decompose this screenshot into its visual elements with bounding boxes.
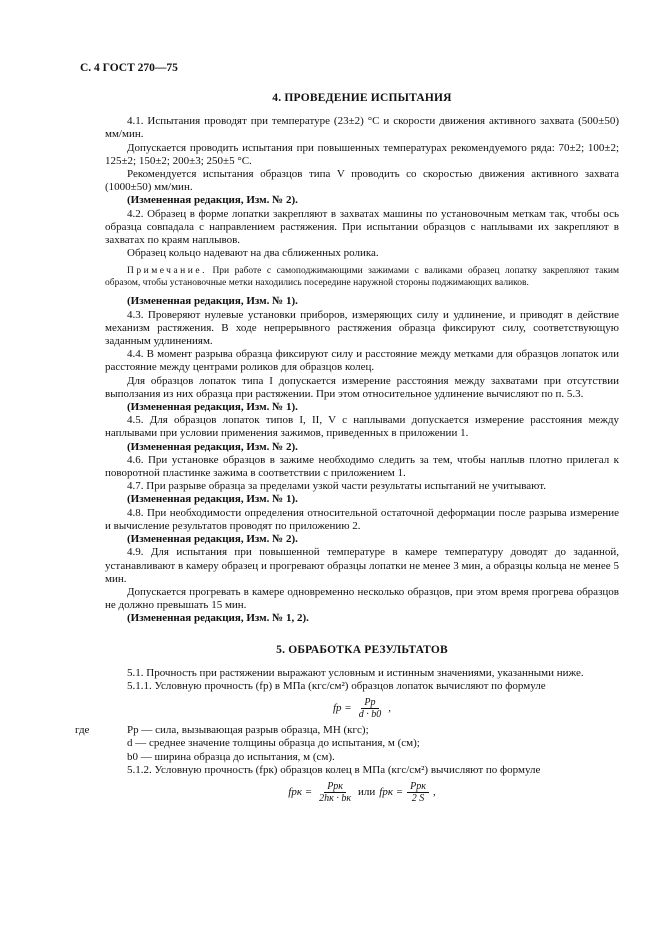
edition-note: (Измененная редакция, Изм. № 1). bbox=[127, 295, 298, 308]
fraction bbox=[407, 781, 429, 804]
note-text: При работе с самоподжимающими зажимами с валиками образец лопатку закрепляют таким образом, чтобы установочные метки находились посередине наружной стороны поджимающих валиков. bbox=[105, 266, 619, 288]
edition-note: (Измененная редакция, Изм. № 2). bbox=[127, 440, 298, 453]
where-row bbox=[105, 751, 619, 764]
note bbox=[105, 266, 619, 289]
paragraph: Рекомендуется испытания образцов типа V проводить со скоростью движения активного захвата (1000±50) мм/мин. bbox=[105, 168, 619, 194]
fraction bbox=[356, 697, 385, 720]
paragraph: 5.1.1. Условную прочность (fp) в МПа (кгс/см²) образцов лопаток вычисляют по формуле bbox=[127, 679, 546, 692]
numerator: Pрк bbox=[407, 781, 429, 793]
where-item: Pp — сила, вызывающая разрыв образца, МН (кгс); bbox=[127, 724, 369, 737]
paragraph: 4.1. Испытания проводят при температуре (23±2) °С и скорости движения активного захвата (500±50) мм/мин. bbox=[105, 115, 619, 141]
edition-note: (Измененная редакция, Изм. № 1). bbox=[127, 493, 298, 506]
page-header: С. 4 ГОСТ 270—75 bbox=[80, 62, 178, 74]
paragraph: Образец кольцо надевают на два сближенных ролика. bbox=[127, 247, 379, 260]
paragraph: 4.4. В момент разрыва образца фиксируют силу и расстояние между метками для образцов лопаток или расстояние между центрами роликов для образцов колец. bbox=[105, 348, 619, 374]
paragraph: 4.8. При необходимости определения относительной остаточной деформации после разрыва измерение и вычисление результатов проводят по приложению 2. bbox=[105, 506, 619, 532]
paragraph: 5.1. Прочность при растяжении выражают условным и истинным значениями, указанными ниже. bbox=[127, 666, 584, 679]
section-5-title: 5. ОБРАБОТКА РЕЗУЛЬТАТОВ bbox=[276, 643, 448, 656]
denominator: d · b0 bbox=[358, 709, 382, 721]
paragraph: 4.6. При установке образцов в зажиме необходимо следить за тем, чтобы наплыв плотно прилегал к поворотной пластинке зажима в соответствии с приложением 1. bbox=[105, 453, 619, 480]
formula-lhs: fpк = bbox=[288, 785, 313, 798]
paragraph: 4.2. Образец в форме лопатки закрепляют в захватах машины по установочным меткам так, чтобы ось образца совпадала с направлением растяжения. При испытании образцов с наплывами их закрепляют в захватах по краям наплывов. bbox=[105, 207, 619, 247]
formula-end: , bbox=[432, 785, 436, 798]
where-row bbox=[75, 724, 619, 737]
paragraph: 4.3. Проверяют нулевые установки приборов, измеряющих силу и удлинение, и приводят в действие механизм растяжения. В ходе непрерывного растяжения образца фиксируют силу, соответствующую заданным удлинениям. bbox=[105, 308, 619, 348]
paragraph: Для образцов лопаток типа I допускается измерение расстояния между захватами при отсутствии выползания из них образца при растяжении. При этом относительное удлинение вычисляют по п. 5.3. bbox=[105, 374, 619, 400]
edition-note: (Измененная редакция, Изм. № 2). bbox=[127, 533, 298, 546]
formula-end: , bbox=[388, 702, 391, 715]
paragraph: Допускается прогревать в камере одновременно несколько образцов, при этом время прогрева образцов не должно превышать 15 мин. bbox=[105, 585, 619, 612]
paragraph: Допускается проводить испытания при повышенных температурах рекомендуемого ряда: 70±2; 100±2; 125±2; 150±2; 200±3; 250±5 °С. bbox=[105, 141, 619, 167]
numerator: Pp bbox=[361, 697, 378, 709]
edition-note: (Измененная редакция, Изм. № 1). bbox=[127, 401, 298, 414]
fraction bbox=[316, 781, 354, 804]
spacer bbox=[105, 737, 127, 750]
note-label: Примечание. bbox=[127, 266, 207, 277]
numerator: Pрк bbox=[324, 781, 346, 793]
denominator: 2hк · bк bbox=[319, 792, 352, 804]
edition-note: (Измененная редакция, Изм. № 2). bbox=[127, 194, 298, 207]
page-content bbox=[75, 92, 619, 808]
paragraph: 4.7. При разрыве образца за пределами узкой части результаты испытаний не учитывают. bbox=[127, 480, 546, 493]
formula-lhs: fpк = bbox=[379, 785, 404, 798]
edition-note: (Измененная редакция, Изм. № 1, 2). bbox=[127, 612, 309, 625]
paragraph: 4.9. Для испытания при повышенной температуре в камере температуру доводят до заданной, устанавливают в камеру образец и прогревают образцы лопатки не менее 3 мин, а образцы кольца не менее 5 мин. bbox=[105, 546, 619, 585]
spacer bbox=[105, 751, 127, 764]
paragraph: 4.5. Для образцов лопаток типов I, II, V с наплывами допускается измерение расстояния между наплывами при условии применения зажимов, приведенных в приложении 1. bbox=[105, 414, 619, 440]
denominator: 2 S bbox=[411, 792, 425, 804]
formula-fpk bbox=[105, 781, 619, 804]
where-label: где bbox=[75, 724, 90, 737]
where-row bbox=[105, 737, 619, 750]
where-item: d — среднее значение толщины образца до испытания, м (см); bbox=[127, 737, 420, 750]
section-4-title: 4. ПРОВЕДЕНИЕ ИСПЫТАНИЯ bbox=[272, 92, 452, 104]
formula-fp bbox=[105, 697, 619, 720]
where-item: b0 — ширина образца до испытания, м (см). bbox=[127, 750, 335, 763]
formula-lhs: fp = bbox=[333, 702, 352, 715]
paragraph: 5.1.2. Условную прочность (fpк) образцов колец в МПа (кгс/см²) вычисляют по формуле bbox=[127, 763, 541, 776]
formula-or: или bbox=[358, 785, 376, 798]
